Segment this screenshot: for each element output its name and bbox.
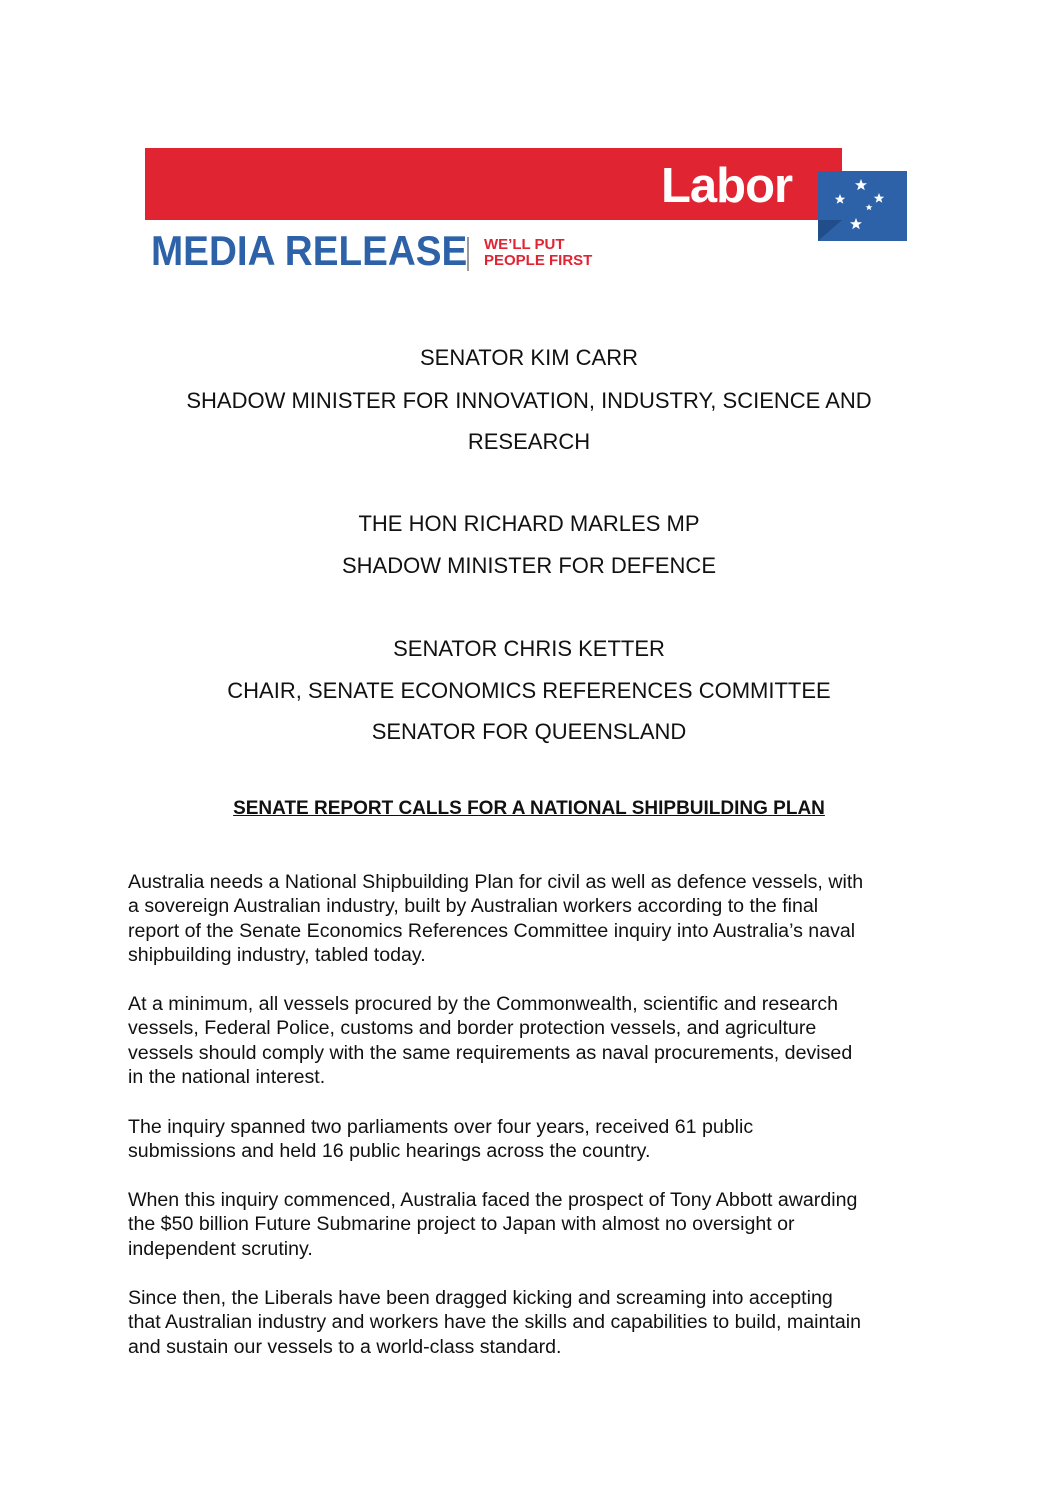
southern-cross-flag-icon (818, 171, 907, 241)
paragraph-2-line: vessels, Federal Police, customs and border protection vessels, and agriculture (128, 1017, 817, 1040)
author-1-role-line-1: SHADOW MINISTER FOR INNOVATION, INDUSTRY, SCIENCE AND (186, 388, 872, 413)
paragraph-1-line: report of the Senate Economics References Committee inquiry into Australia’s naval (128, 919, 856, 942)
paragraph-3 (128, 1115, 938, 1164)
paragraph-2-line: vessels should comply with the same requirements as naval procurements, devised (128, 1041, 853, 1064)
paragraph-4-line: the $50 billion Future Submarine project to Japan with almost no oversight or (128, 1213, 795, 1236)
media-release-label: MEDIA RELEASE (151, 227, 468, 274)
paragraph-2-line: in the national interest. (128, 1065, 326, 1088)
tagline-line-2: PEOPLE FIRST (484, 252, 593, 269)
author-3-name: SENATOR CHRIS KETTER (393, 636, 665, 661)
author-2-name: THE HON RICHARD MARLES MP (358, 511, 700, 536)
release-title: SENATE REPORT CALLS FOR A NATIONAL SHIPBUILDING PLAN (233, 798, 825, 819)
paragraph-1-line: shipbuilding industry, tabled today. (128, 943, 426, 966)
tagline-line-1: WE’LL PUT (484, 236, 565, 253)
tagline (484, 237, 604, 269)
paragraph-5-line: that Australian industry and workers have the skills and capabilities to build, maintain (128, 1311, 861, 1334)
media-release-banner (145, 148, 907, 278)
paragraph-5-line: and sustain our vessels to a world-class standard. (128, 1335, 562, 1358)
paragraph-1-line: Australia needs a National Shipbuilding Plan for civil as well as defence vessels, with (128, 871, 864, 893)
author-3-role-line-1: CHAIR, SENATE ECONOMICS REFERENCES COMMITTEE (227, 678, 831, 703)
paragraph-2 (128, 992, 938, 1089)
author-1-name: SENATOR KIM CARR (420, 345, 638, 370)
author-1-role-line-2: RESEARCH (467, 429, 591, 454)
author-3-role-line-2: SENATOR FOR QUEENSLAND (371, 719, 687, 744)
labor-logo-text: Labor (661, 159, 793, 213)
paragraph-1 (128, 870, 938, 967)
paragraph-3-line: submissions and held 16 public hearings across the country. (128, 1140, 651, 1163)
paragraph-5 (128, 1286, 938, 1359)
banner-divider (467, 237, 469, 271)
paragraph-4 (128, 1188, 938, 1261)
paragraph-5-line: Since then, the Liberals have been dragged kicking and screaming into accepting (128, 1287, 833, 1309)
paragraph-4-line: independent scrutiny. (128, 1237, 313, 1260)
paragraph-4-line: When this inquiry commenced, Australia faced the prospect of Tony Abbott awarding (128, 1189, 858, 1211)
paragraph-1-line: a sovereign Australian industry, built by Australian workers according to the final (128, 895, 819, 918)
author-2-role-line-1: SHADOW MINISTER FOR DEFENCE (341, 553, 716, 578)
paragraph-2-line: At a minimum, all vessels procured by the Commonwealth, scientific and research (128, 993, 839, 1015)
paragraph-3-line: The inquiry spanned two parliaments over four years, received 61 public (128, 1116, 754, 1138)
